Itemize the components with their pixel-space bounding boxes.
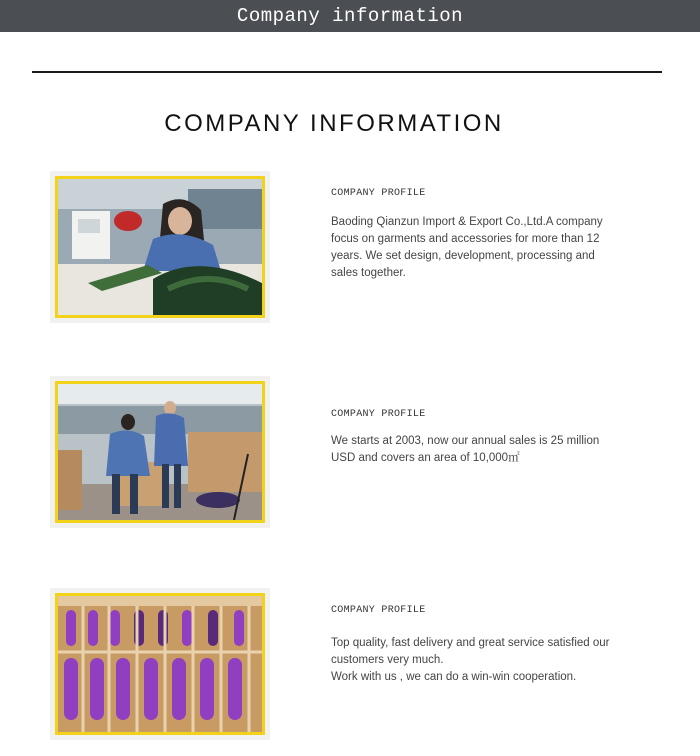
photo-frame-warehouse [50, 376, 270, 528]
product-boxes-photo [55, 593, 265, 735]
section-text-1 [331, 214, 621, 282]
section-label-1: COMPANY PROFILE [331, 188, 426, 199]
section-2-line-1: We starts at 2003, now our annual sales is 25 million USD and covers an area of 10,000㎡ [331, 435, 600, 464]
warehouse-packing-photo [55, 381, 265, 523]
photo-frame-boxes [50, 588, 270, 740]
sewing-worker-photo [55, 176, 265, 318]
page-title: COMPANY INFORMATION [164, 110, 504, 137]
section-text-2 [331, 433, 621, 467]
header-title: Company information [236, 5, 464, 27]
section-text-3 [331, 635, 621, 686]
section-1-line-1: Baoding Qianzun Import & Export Co.,Ltd.A company focus on garments and accessories for more than 12 years. We set design, development, processing and sales together. [331, 216, 603, 279]
heading-divider [32, 71, 662, 73]
section-3-line-1: Top quality, fast delivery and great service satisfied our customers very much. [331, 637, 610, 666]
header-bar [0, 0, 700, 32]
section-3-line-2: Work with us , we can do a win-win cooperation. [331, 671, 577, 683]
section-label-2: COMPANY PROFILE [331, 409, 426, 420]
photo-frame-sewing [50, 171, 270, 323]
section-label-3: COMPANY PROFILE [331, 605, 426, 616]
